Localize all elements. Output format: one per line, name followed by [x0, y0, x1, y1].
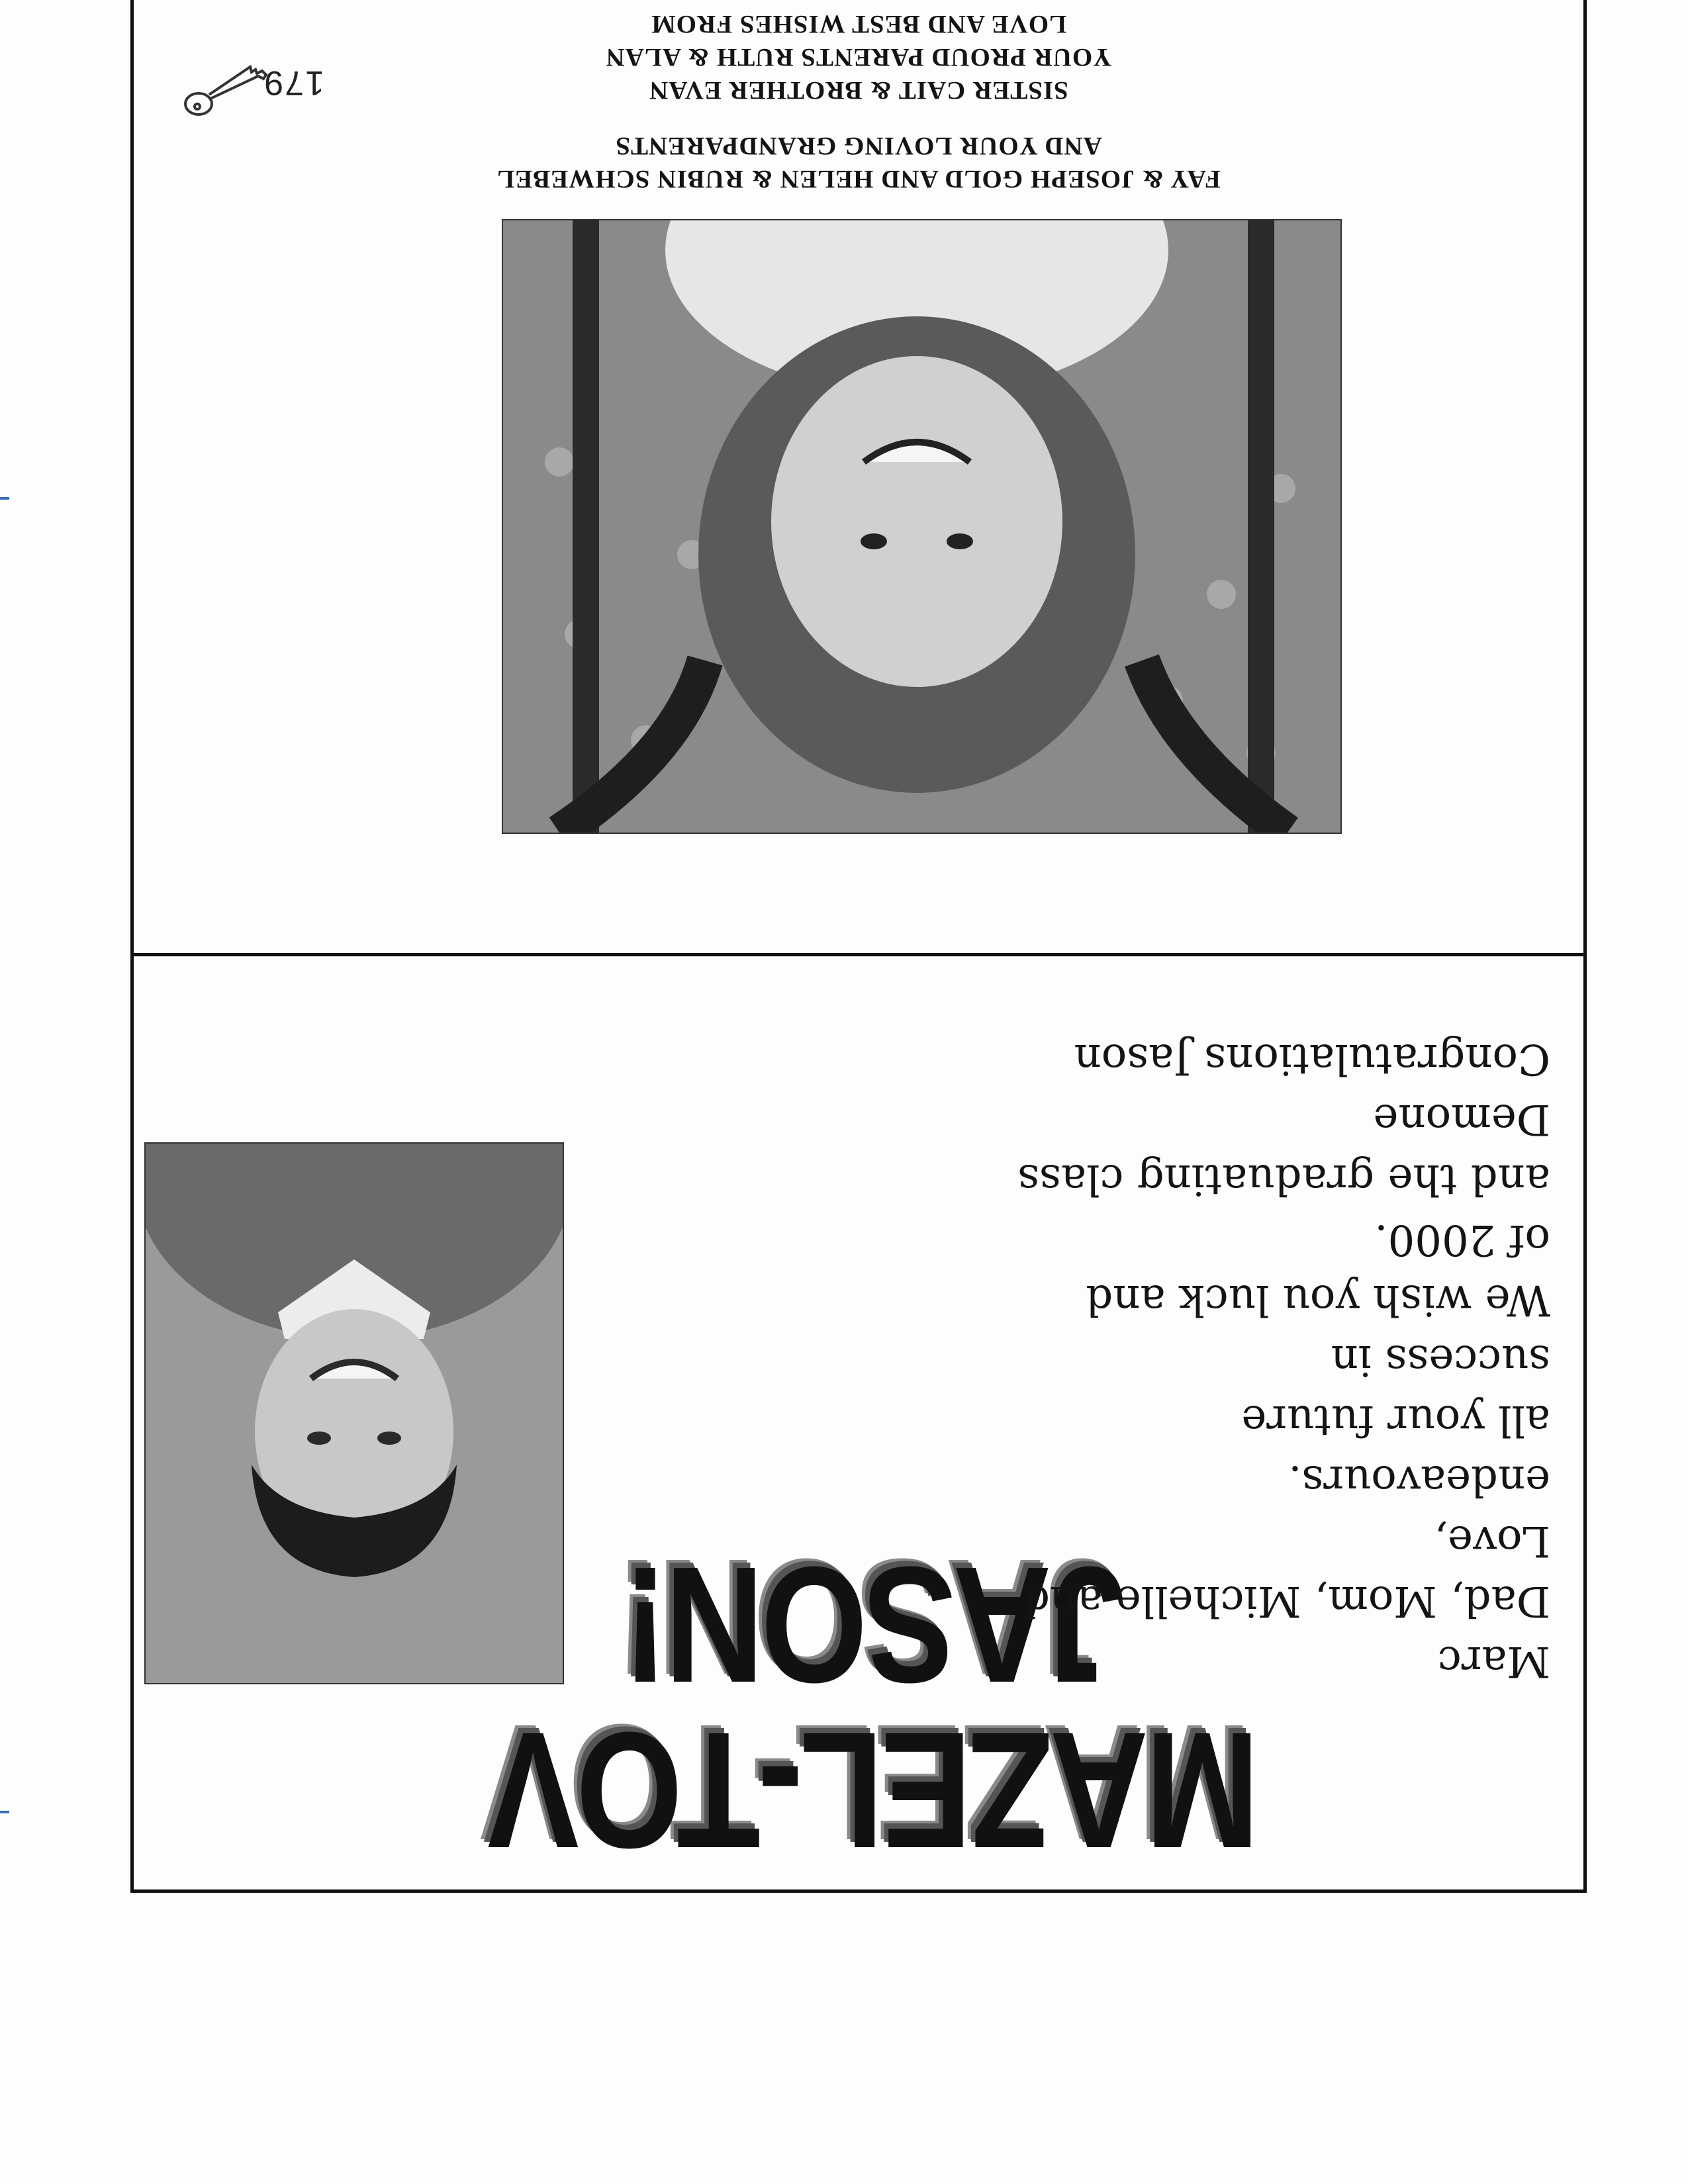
- jason-headline: MAZEL-TOV JASON!: [491, 1533, 1260, 1883]
- message-line: all your future: [1241, 1396, 1550, 1445]
- jason-ad-panel: [134, 953, 1583, 1889]
- jessica-ad-panel: [134, 0, 1583, 953]
- scan-mark: [0, 1811, 9, 1813]
- ad-frame: [130, 0, 1587, 1893]
- message-line: AND YOUR LOVING GRANDPARENTS: [615, 132, 1102, 160]
- message-line: endeavours.: [1288, 1456, 1550, 1505]
- boy-portrait-image: [146, 1144, 563, 1683]
- message-line: YOUR PROUD PARENTS RUTH & ALAN: [605, 43, 1112, 71]
- message-line: success in: [1331, 1336, 1550, 1385]
- message-line: LOVE AND BEST WISHES FROM: [650, 10, 1067, 38]
- message-line: Dad, Mom, Michelle and: [1023, 1576, 1550, 1625]
- message-line: of 2000.: [1374, 1215, 1550, 1264]
- message-line: We wish you luck and: [1086, 1275, 1550, 1324]
- jason-message: [657, 1028, 1570, 1691]
- message-line: Congratulations Jason: [1074, 1034, 1550, 1083]
- page-number: 179: [263, 64, 324, 102]
- message-line: SISTER CAIT & BROTHER EVAN: [649, 76, 1068, 105]
- message-line: and the graduating class: [1017, 1155, 1550, 1204]
- jason-photo: [144, 1142, 564, 1684]
- jessica-photo: [502, 219, 1342, 834]
- message-line: FAY & JOSEPH GOLD AND HELEN & RUBIN SCHWEBEL: [496, 165, 1221, 193]
- message-line: Demone: [1373, 1095, 1550, 1144]
- message-line: Marc: [1437, 1637, 1550, 1686]
- girl-portrait-image: [503, 220, 1340, 833]
- jessica-message: [134, 0, 1583, 195]
- message-line: Love,: [1434, 1516, 1550, 1565]
- scan-mark: [0, 497, 9, 500]
